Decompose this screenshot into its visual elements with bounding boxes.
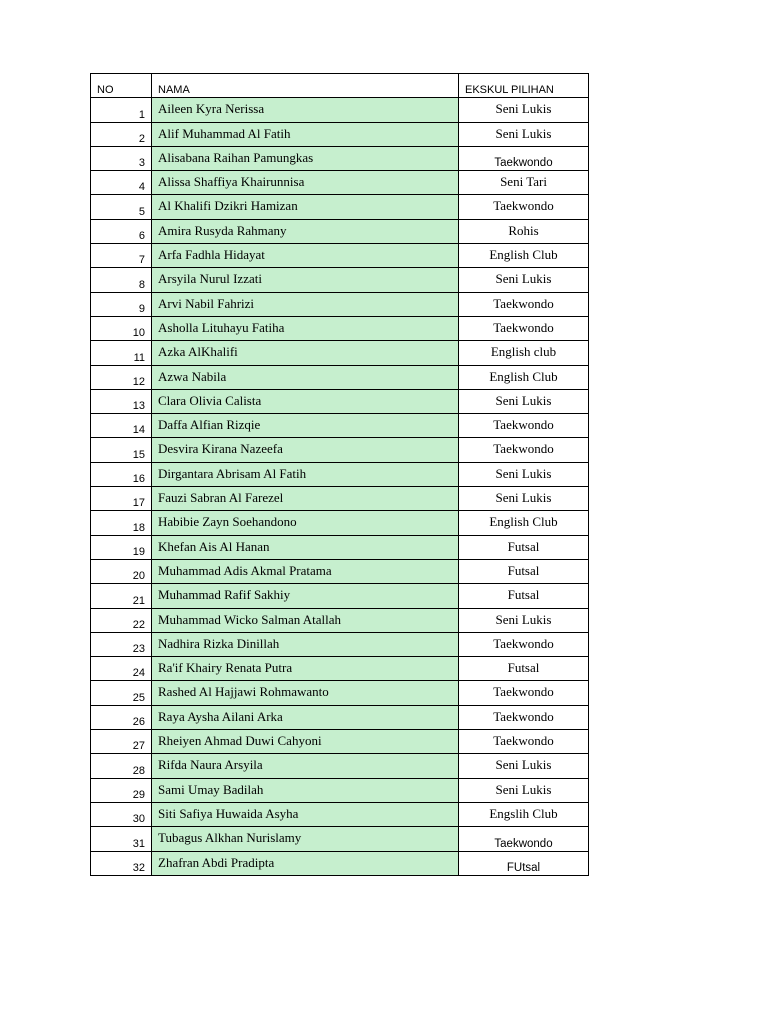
extracurricular-choice: Seni Lukis (459, 778, 589, 802)
student-name: Alissa Shaffiya Khairunnisa (152, 171, 459, 195)
extracurricular-choice: Futsal (459, 584, 589, 608)
student-name: Azka AlKhalifi (152, 341, 459, 365)
student-name: Rheiyen Ahmad Duwi Cahyoni (152, 730, 459, 754)
row-number: 10 (91, 316, 152, 340)
row-number: 18 (91, 511, 152, 535)
row-number: 13 (91, 389, 152, 413)
row-number: 30 (91, 802, 152, 826)
student-name: Muhammad Wicko Salman Atallah (152, 608, 459, 632)
student-name: Zhafran Abdi Pradipta (152, 851, 459, 875)
extracurricular-choice: Futsal (459, 559, 589, 583)
row-number: 27 (91, 730, 152, 754)
student-extracurricular-table (90, 73, 589, 876)
student-name: Azwa Nabila (152, 365, 459, 389)
student-name: Rifda Naura Arsyila (152, 754, 459, 778)
extracurricular-choice: English Club (459, 244, 589, 268)
extracurricular-choice: Seni Tari (459, 171, 589, 195)
table-row (91, 608, 589, 632)
row-number: 22 (91, 608, 152, 632)
table-row (91, 171, 589, 195)
student-name: Ra'if Khairy Renata Putra (152, 657, 459, 681)
extracurricular-choice: Rohis (459, 219, 589, 243)
table-row (91, 268, 589, 292)
row-number: 26 (91, 705, 152, 729)
extracurricular-choice: Engslih Club (459, 802, 589, 826)
header-nama: NAMA (152, 74, 459, 98)
extracurricular-choice: Seni Lukis (459, 98, 589, 122)
table-row (91, 705, 589, 729)
extracurricular-choice: Seni Lukis (459, 122, 589, 146)
student-name: Arvi Nabil Fahrizi (152, 292, 459, 316)
table-row (91, 657, 589, 681)
table-row (91, 389, 589, 413)
student-name: Habibie Zayn Soehandono (152, 511, 459, 535)
student-name: Daffa Alfian Rizqie (152, 414, 459, 438)
table-row (91, 244, 589, 268)
extracurricular-choice: Taekwondo (459, 730, 589, 754)
extracurricular-choice: English Club (459, 511, 589, 535)
row-number: 16 (91, 462, 152, 486)
table-row (91, 195, 589, 219)
extracurricular-choice: Taekwondo (459, 681, 589, 705)
table-row (91, 316, 589, 340)
header-no: NO (91, 74, 152, 98)
extracurricular-choice: Seni Lukis (459, 754, 589, 778)
extracurricular-choice: Taekwondo (459, 438, 589, 462)
student-name: Muhammad Rafif Sakhiy (152, 584, 459, 608)
table-row (91, 219, 589, 243)
student-name: Aileen Kyra Nerissa (152, 98, 459, 122)
student-name: Siti Safiya Huwaida Asyha (152, 802, 459, 826)
table-row (91, 414, 589, 438)
table-row (91, 438, 589, 462)
row-number: 1 (91, 98, 152, 122)
student-name: Asholla Lituhayu Fatiha (152, 316, 459, 340)
student-name: Alif Muhammad Al Fatih (152, 122, 459, 146)
row-number: 25 (91, 681, 152, 705)
extracurricular-choice: Taekwondo (459, 632, 589, 656)
row-number: 21 (91, 584, 152, 608)
row-number: 6 (91, 219, 152, 243)
student-name: Khefan Ais Al Hanan (152, 535, 459, 559)
table-row (91, 122, 589, 146)
student-name: Fauzi Sabran Al Farezel (152, 487, 459, 511)
table-row (91, 341, 589, 365)
table-row (91, 462, 589, 486)
table-row (91, 292, 589, 316)
row-number: 17 (91, 487, 152, 511)
row-number: 11 (91, 341, 152, 365)
student-name: Raya Aysha Ailani Arka (152, 705, 459, 729)
extracurricular-choice: Taekwondo (459, 146, 589, 170)
extracurricular-choice: Seni Lukis (459, 608, 589, 632)
extracurricular-choice: Futsal (459, 535, 589, 559)
extracurricular-choice: FUtsal (459, 851, 589, 875)
table-body (91, 98, 589, 876)
table-row (91, 535, 589, 559)
row-number: 28 (91, 754, 152, 778)
row-number: 14 (91, 414, 152, 438)
student-name: Amira Rusyda Rahmany (152, 219, 459, 243)
row-number: 19 (91, 535, 152, 559)
extracurricular-choice: English Club (459, 365, 589, 389)
table-row (91, 754, 589, 778)
table-row (91, 146, 589, 170)
table-row (91, 632, 589, 656)
student-name: Arfa Fadhla Hidayat (152, 244, 459, 268)
student-name: Desvira Kirana Nazeefa (152, 438, 459, 462)
table-row (91, 365, 589, 389)
row-number: 2 (91, 122, 152, 146)
row-number: 8 (91, 268, 152, 292)
table-row (91, 559, 589, 583)
table-row (91, 730, 589, 754)
row-number: 7 (91, 244, 152, 268)
table-row (91, 851, 589, 875)
row-number: 24 (91, 657, 152, 681)
student-name: Muhammad Adis Akmal Pratama (152, 559, 459, 583)
extracurricular-choice: Futsal (459, 657, 589, 681)
table-row (91, 511, 589, 535)
row-number: 12 (91, 365, 152, 389)
extracurricular-choice: Taekwondo (459, 316, 589, 340)
row-number: 3 (91, 146, 152, 170)
extracurricular-choice: Taekwondo (459, 414, 589, 438)
student-name: Nadhira Rizka Dinillah (152, 632, 459, 656)
row-number: 15 (91, 438, 152, 462)
student-name: Al Khalifi Dzikri Hamizan (152, 195, 459, 219)
student-name: Dirgantara Abrisam Al Fatih (152, 462, 459, 486)
row-number: 9 (91, 292, 152, 316)
table-row (91, 802, 589, 826)
extracurricular-choice: Taekwondo (459, 827, 589, 851)
table-row (91, 98, 589, 122)
row-number: 5 (91, 195, 152, 219)
extracurricular-choice: Seni Lukis (459, 462, 589, 486)
table-row (91, 584, 589, 608)
row-number: 20 (91, 559, 152, 583)
header-ekskul: EKSKUL PILIHAN (459, 74, 589, 98)
extracurricular-choice: English club (459, 341, 589, 365)
student-name: Alisabana Raihan Pamungkas (152, 146, 459, 170)
row-number: 31 (91, 827, 152, 851)
table-row (91, 778, 589, 802)
row-number: 4 (91, 171, 152, 195)
student-name: Sami Umay Badilah (152, 778, 459, 802)
extracurricular-choice: Taekwondo (459, 195, 589, 219)
row-number: 23 (91, 632, 152, 656)
student-name: Rashed Al Hajjawi Rohmawanto (152, 681, 459, 705)
row-number: 32 (91, 851, 152, 875)
table-row (91, 681, 589, 705)
extracurricular-choice: Taekwondo (459, 705, 589, 729)
row-number: 29 (91, 778, 152, 802)
extracurricular-choice: Seni Lukis (459, 487, 589, 511)
extracurricular-choice: Seni Lukis (459, 389, 589, 413)
table-row (91, 827, 589, 851)
student-name: Arsyila Nurul Izzati (152, 268, 459, 292)
student-name: Clara Olivia Calista (152, 389, 459, 413)
student-name: Tubagus Alkhan Nurislamy (152, 827, 459, 851)
header-row (91, 74, 589, 98)
extracurricular-choice: Seni Lukis (459, 268, 589, 292)
table-row (91, 487, 589, 511)
extracurricular-choice: Taekwondo (459, 292, 589, 316)
